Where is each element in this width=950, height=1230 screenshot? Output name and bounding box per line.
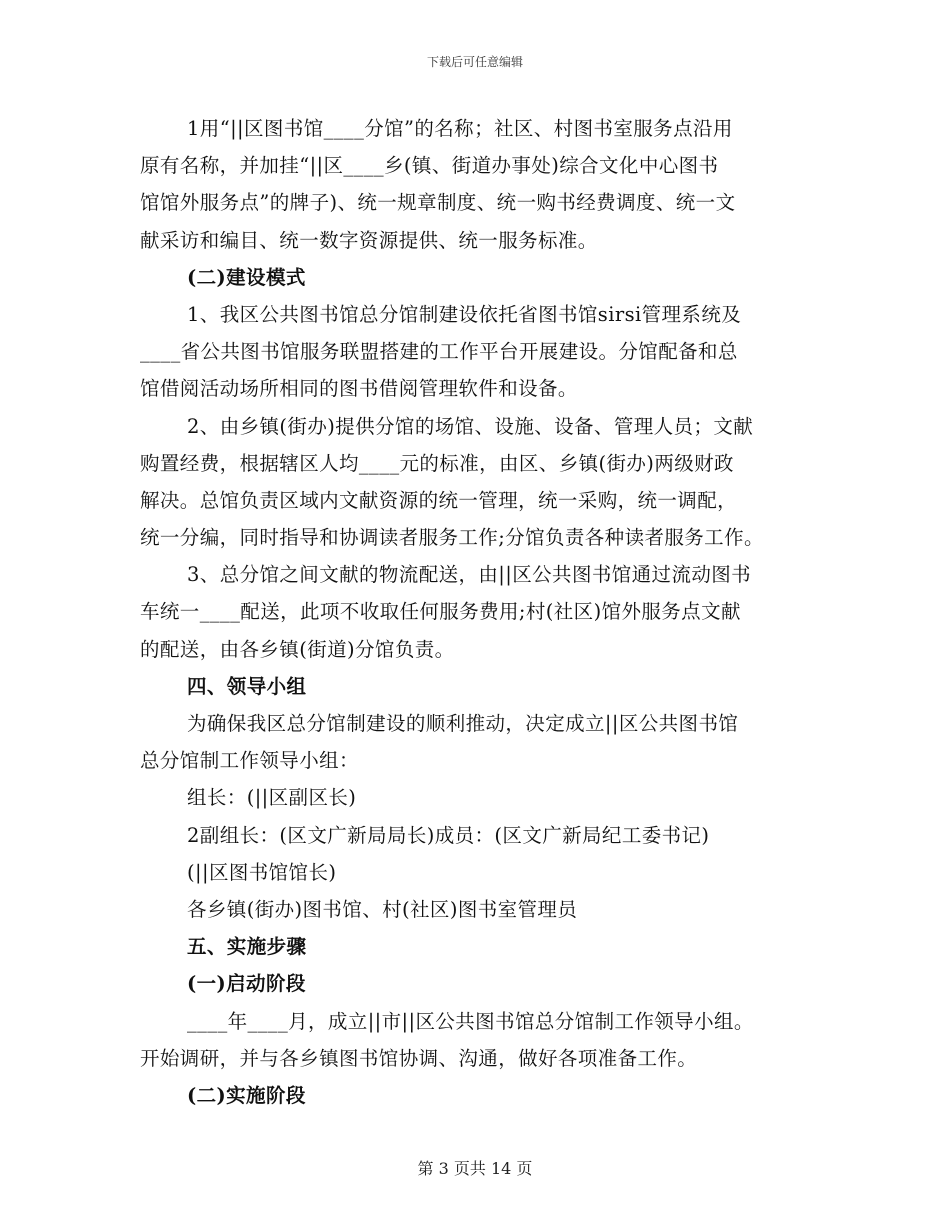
paragraph-line: 献采访和编目、统一数字资源提供、统一服务标准。 (140, 228, 598, 252)
section-heading: (二)实施阶段 (187, 1083, 306, 1107)
paragraph-line: 2副组长：(区文广新局局长)成员：(区文广新局纪工委书记) (187, 823, 710, 847)
paragraph-line: 总分馆制工作领导小组： (140, 749, 359, 773)
paragraph-line: 1、我区公共图书馆总分馆制建设依托省图书馆sirsi管理系统及 (187, 302, 742, 326)
paragraph-line: 组长：(||区副区长) (187, 786, 357, 810)
paragraph-line: 开始调研，并与各乡镇图书馆协调、沟通，做好各项准备工作。 (140, 1046, 698, 1070)
paragraph-line: 统一分编，同时指导和协调读者服务工作;分馆负责各种读者服务工作。 (140, 526, 764, 550)
document-body (140, 110, 820, 1114)
section-heading: (二)建设模式 (187, 265, 306, 289)
paragraph-line: 1用“||区图书馆____分馆”的名称；社区、村图书室服务点沿用 (187, 117, 733, 140)
paragraph-line: (||区图书馆馆长) (187, 860, 337, 884)
paragraph-line: 2、由乡镇(街办)提供分馆的场馆、设施、设备、管理人员；文献 (187, 414, 754, 438)
paragraph-line: 的配送，由各乡镇(街道)分馆负责。 (140, 637, 455, 661)
paragraph-line: 原有名称，并加挂“||区____乡(镇、街道办事处)综合文化中心图书 (140, 154, 719, 178)
section-heading: 五、实施步骤 (187, 935, 307, 959)
section-heading: (一)启动阶段 (187, 972, 306, 996)
page-header: 下载后可任意编辑 (426, 55, 523, 69)
paragraph-line: 车统一____配送，此项不收取任何服务费用;村(社区)馆外服务点文献 (140, 600, 741, 624)
paragraph-line: ____省公共图书馆服务联盟搭建的工作平台开展建设。分馆配备和总 (140, 340, 738, 364)
paragraph-line: 馆馆外服务点”的牌子)、统一规章制度、统一购书经费调度、统一文 (140, 191, 736, 215)
paragraph-line: 各乡镇(街办)图书馆、村(社区)图书室管理员 (187, 897, 578, 921)
paragraph-line: 购置经费，根据辖区人均____元的标准，由区、乡镇(街办)两级财政 (140, 451, 734, 475)
page-footer: 第 3 页共 14 页 (417, 1159, 533, 1178)
paragraph-line: 解决。总馆负责区域内文献资源的统一管理，统一采购，统一调配， (140, 488, 738, 512)
paragraph-line: ____年____月，成立||市||区公共图书馆总分馆制工作领导小组。 (187, 1009, 754, 1033)
section-heading: 四、领导小组 (187, 674, 307, 698)
paragraph-line: 馆借阅活动场所相同的图书借阅管理软件和设备。 (140, 377, 578, 401)
paragraph-line: 为确保我区总分馆制建设的顺利推动，决定成立||区公共图书馆 (187, 712, 739, 735)
paragraph-line: 3、总分馆之间文献的物流配送，由||区公共图书馆通过流动图书 (187, 563, 752, 587)
